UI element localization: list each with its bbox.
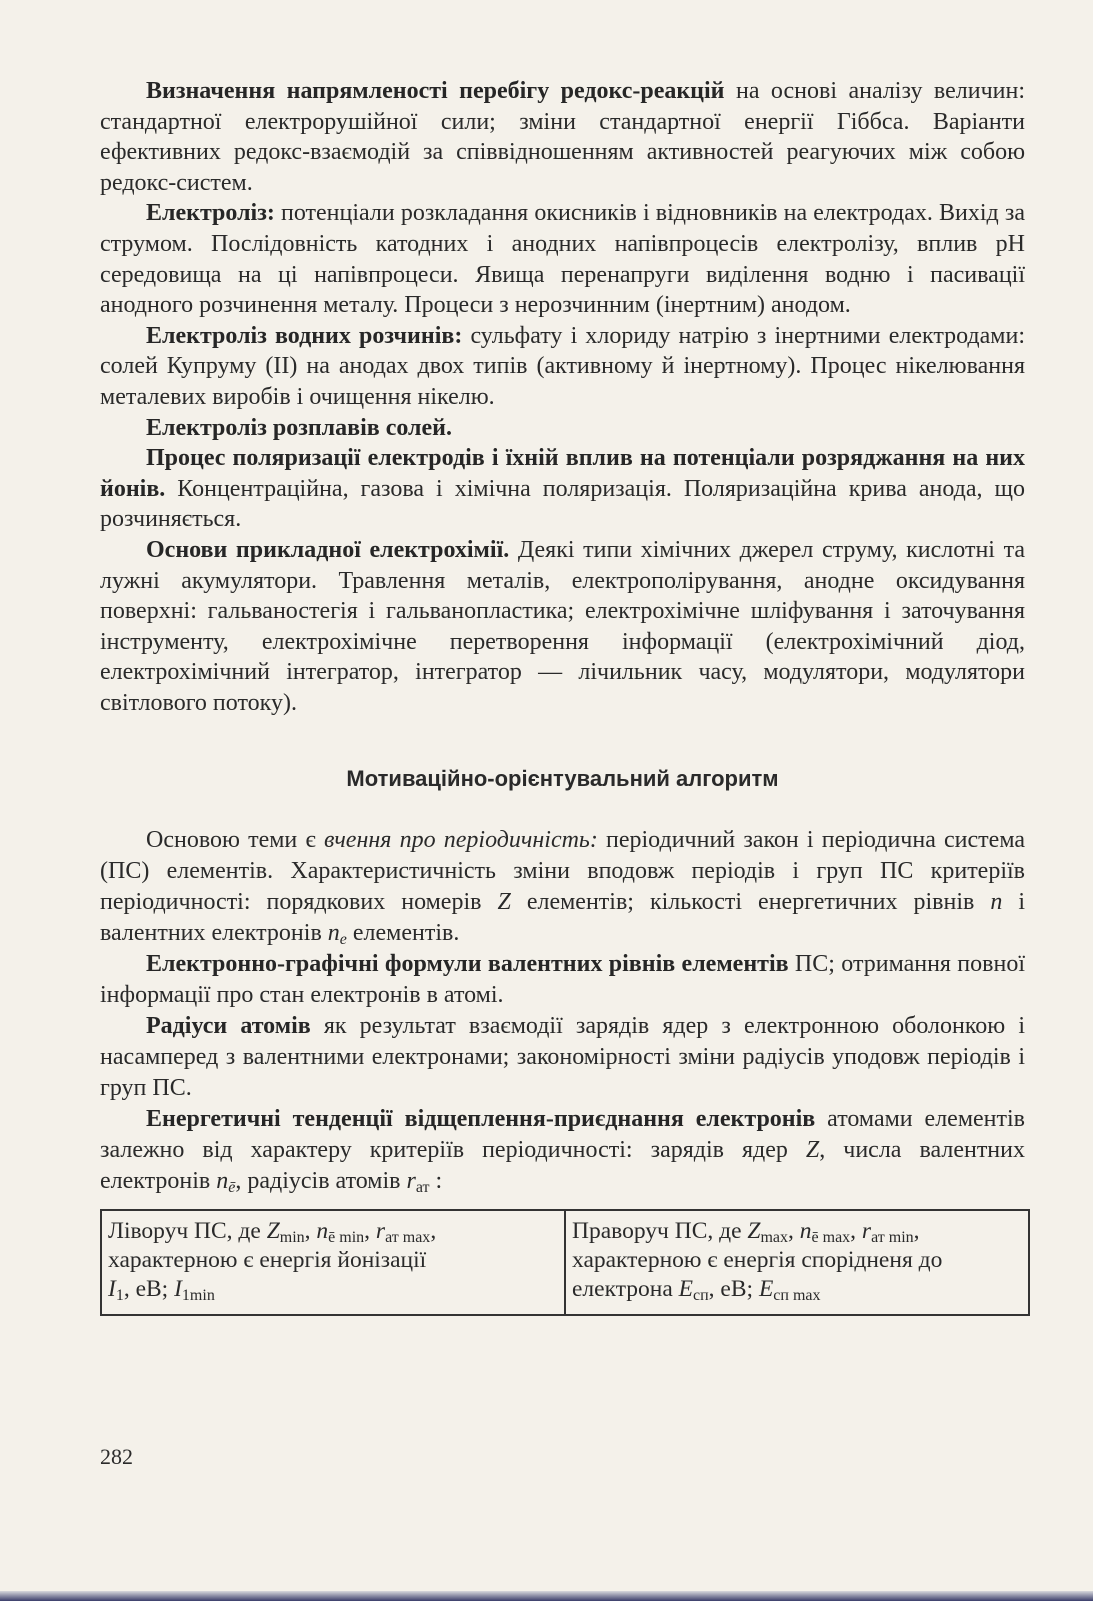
periodicity-table (100, 1209, 1030, 1316)
paragraph-aqueous-electrolysis: Електроліз водних розчинів: сульфату і хлориду натрію з інертними електродами: солей Купруму (II) на анодах двох типів (активному й інертному). Процес нікелювання металевих виробів і очищення нікелю. (100, 322, 1025, 410)
term-applied: Основи прикладної електрохімії. (146, 536, 510, 563)
table-cell-left: Ліворуч ПС, де $Z_{min}$, $n_{ē min}$, $r_{ат max}$, характерною є енергія йонізації $I_1$, еВ; $I_{1min}$ (101, 1210, 565, 1315)
term-aqueous: Електроліз водних розчинів: (146, 322, 463, 349)
paragraph-melt-electrolysis (100, 413, 1025, 444)
scan-edge (0, 1591, 1093, 1601)
term-atomic-radii: Радіуси атомів (146, 1013, 311, 1040)
page-number: 282 (100, 1444, 133, 1469)
paragraph-polarization: Процес поляризації електродів і їхній вплив на потенціали розряджання на них йонів. Концентраційна, газова і хімічна поляризація. Поляризаційна крива анода, що розчиняється. (100, 445, 1025, 533)
paragraph-atomic-radii: Радіуси атомів як результат взаємодії зарядів ядер з електронною оболонкою і насамперед з валентними електронами; закономірності зміни радіусів уподовж періодів і груп ПС. (100, 1013, 1025, 1102)
term-polarization: Процес поляризації електродів і їхній вплив на потенціали розряджання на них йонів. (100, 445, 1025, 502)
section-heading: Мотиваційно-орієнтувальний алгоритм (346, 766, 779, 792)
paragraph-periodicity: Основою теми є вчення про періодичність: періодичний закон і періодична система (ПС) елементів. Характеристичність зміни вподовж періодів і груп ПС критеріїв періодичності: порядкових номерів Z елементів; кількості енергетичних рівнів n і валентних електронів $n_e$ елементів. (100, 827, 1025, 949)
term-electron-formulas: Електронно-графічні формули валентних рівнів елементів (146, 951, 789, 978)
page-content (100, 76, 1025, 1316)
section-topics (100, 76, 1025, 718)
term-energy-tendencies: Енергетичні тенденції відщеплення-приєднання електронів (146, 1106, 816, 1133)
paragraph-redox: Визначення напрямленості перебігу редокс-реакцій на основі аналізу величин: стандартної електрорушійної сили; зміни стандартної енергії Гіббса. Варіанти ефективних редокс-взаємодій за співвідношенням активностей реагуючих між собою редокс-систем. (100, 78, 1025, 196)
paragraph-energy-tendencies: Енергетичні тенденції відщеплення-приєднання електронів атомами елементів залежно від характеру критеріїв періодичності: зарядів ядер Z, числа валентних електронів $n_ē$, радіусів атомів $r_{ат}$ : (100, 1106, 1026, 1197)
table-cell-right: Праворуч ПС, де $Z_{max}$, $n_{ē max}$, $r_{ат min}$, характерною є енергія спорідненя до електрона $E_{сп}$, еВ; $E_{сп max}$ (565, 1210, 1029, 1315)
paragraph-electron-formulas: Електронно-графічні формули валентних рівнів елементів ПС; отримання повної інформації про стан електронів в атомі. (100, 951, 1025, 1009)
term-electrolysis: Електроліз: (146, 200, 275, 227)
term-redox: Визначення напрямленості перебігу редокс-реакцій (146, 78, 725, 104)
section-algorithm (100, 825, 1025, 1197)
term-melts: Електроліз розплавів солей. (146, 414, 452, 441)
table-row (101, 1210, 1029, 1315)
paragraph-electrolysis: Електроліз: потенціали розкладання окисників і відновників на електродах. Вихід за струмом. Послідовність катодних і анодних напівпроцесів електролізу, вплив pH середовища на ці напівпроцеси. Явища перенапруги виділення водню і пасивації анодного розчинення металу. Процеси з нерозчинним (інертним) анодом. (100, 200, 1025, 319)
term-periodicity: вчення про періодичність: (323, 827, 598, 854)
paragraph-applied-electrochemistry: Основи прикладної електрохімії. Деякі типи хімічних джерел струму, кислотні та лужні акумулятори. Травлення металів, електрополірування, анодне оксидування поверхні: гальваностегія і гальванопластика; електрохімічне шліфування і заточування інструменту, електрохімічне перетворення інформації (електрохімічний діод, електрохімічний інтегратор, інтегратор — лічильник часу, модулятори, модулятори світлового потоку). (100, 536, 1025, 716)
